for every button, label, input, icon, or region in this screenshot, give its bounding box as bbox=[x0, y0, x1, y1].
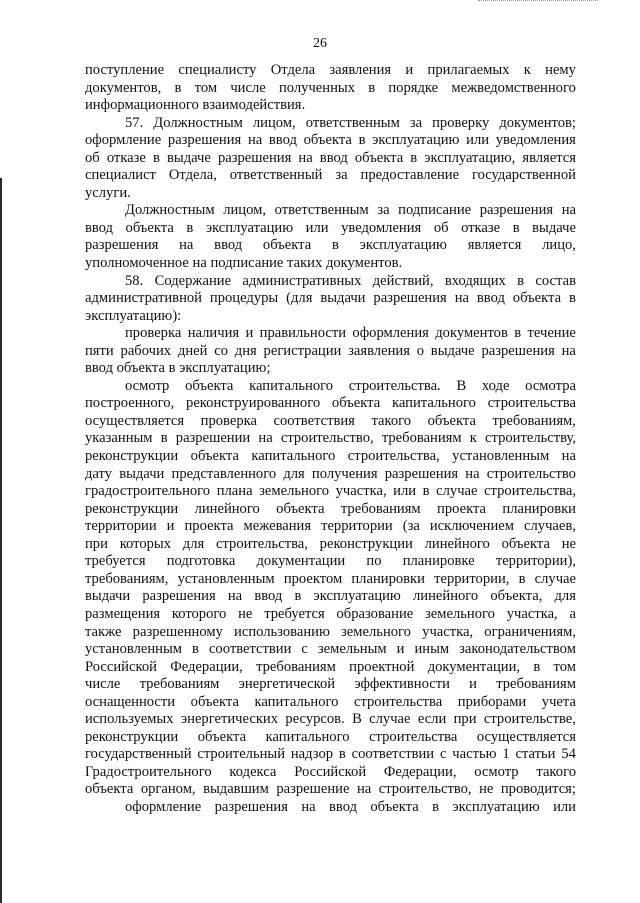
text-line: осуществляется проверка соответствия такого объекта требованиям, bbox=[85, 412, 576, 429]
text-line: проверка наличия и правильности оформления документов в течение bbox=[125, 325, 576, 342]
text-line: информационного взаимодействия. bbox=[85, 97, 306, 114]
text-line: дату выдачи представленного для получения разрешения на строительство bbox=[85, 465, 576, 482]
text-line: реконструкции объекта капитального строительства, установленным на bbox=[85, 448, 576, 465]
text-line: территории и проекта межевания территории (за исключением случаев, bbox=[85, 518, 576, 535]
text-line: построенного, реконструированного объекта капитального строительства bbox=[85, 395, 576, 412]
text-line: пяти рабочих дней со дня регистрации заявления о выдаче разрешения на bbox=[85, 342, 576, 359]
text-line: ввод объекта в эксплуатацию; bbox=[85, 360, 271, 377]
text-line: специалист Отдела, ответственный за предоставление государственной bbox=[85, 167, 576, 184]
body-text bbox=[85, 62, 576, 817]
text-line: оснащенности объекта капитального строительства приборами учета bbox=[85, 693, 576, 710]
text-line: требуется подготовка документации по планировке территории), bbox=[85, 553, 576, 570]
text-line: 57. Должностным лицом, ответственным за проверку документов; bbox=[125, 114, 576, 131]
text-line: услуги. bbox=[85, 184, 131, 201]
scan-edge bbox=[0, 178, 2, 903]
text-line: уполномоченное на подписание таких документов. bbox=[85, 255, 403, 272]
text-line: эксплуатацию): bbox=[85, 307, 182, 324]
text-line: государственный строительный надзор в соответствии с частью 1 статьи 54 bbox=[85, 746, 576, 763]
text-line: также разрешенному использованию земельного участка, ограничениям, bbox=[85, 623, 576, 640]
text-line: оформление разрешения на ввод объекта в эксплуатацию или уведомления bbox=[85, 132, 576, 149]
text-line: выдачи разрешения на ввод в эксплуатацию линейного объекта, для bbox=[85, 588, 576, 605]
text-line: реконструкции линейного объекта требованиям проекта планировки bbox=[85, 500, 576, 517]
text-line: Градостроительного кодекса Российской Федерации, осмотр такого bbox=[85, 763, 576, 780]
text-line: используемых энергетических ресурсов. В случае если при строительстве, bbox=[85, 711, 576, 728]
text-line: при которых для строительства, реконструкции линейного объекта не bbox=[85, 535, 576, 552]
page-number: 26 bbox=[313, 36, 327, 51]
text-line: поступление специалисту Отдела заявления и прилагаемых к нему bbox=[85, 62, 576, 78]
text-line: Должностным лицом, ответственным за подписание разрешения на bbox=[125, 202, 576, 219]
text-line: размещения которого не требуется образование земельного участка, а bbox=[85, 605, 576, 622]
text-line: градостроительного плана земельного участка, или в случае строительства, bbox=[85, 483, 576, 500]
text-line: установленным в соответствии с земельным и иным законодательством bbox=[85, 641, 576, 658]
text-line: Российской Федерации, требованиям проектной документации, в том bbox=[85, 658, 576, 675]
text-line: административной процедуры (для выдачи разрешения на ввод объекта в bbox=[85, 290, 576, 307]
scan-artifact bbox=[478, 0, 598, 4]
text-line: указанным в разрешении на строительство, требованиям к строительству, bbox=[85, 430, 576, 447]
text-line: документов, в том числе полученных в порядке межведомственного bbox=[85, 79, 576, 96]
text-line: оформление разрешения на ввод объекта в эксплуатацию или bbox=[125, 798, 576, 815]
text-line: ввод объекта в эксплуатацию или уведомления об отказе в выдаче bbox=[85, 219, 576, 236]
text-line: числе требованиям энергетической эффективности и требованиям bbox=[85, 676, 576, 693]
text-line: разрешения на ввод объекта в эксплуатацию является лицо, bbox=[85, 237, 576, 254]
text-line: требованиям, установленным проектом планировки территории, в случае bbox=[85, 570, 576, 587]
text-line: реконструкции объекта капитального строительства осуществляется bbox=[85, 728, 576, 745]
text-line: объекта органом, выдавшим разрешение на строительство, не проводится; bbox=[85, 781, 576, 798]
text-line: 58. Содержание административных действий, входящих в состав bbox=[125, 272, 576, 289]
text-line: осмотр объекта капитального строительства. В ходе осмотра bbox=[125, 377, 576, 394]
text-line: об отказе в выдаче разрешения на ввод объекта в эксплуатацию, является bbox=[85, 149, 576, 166]
